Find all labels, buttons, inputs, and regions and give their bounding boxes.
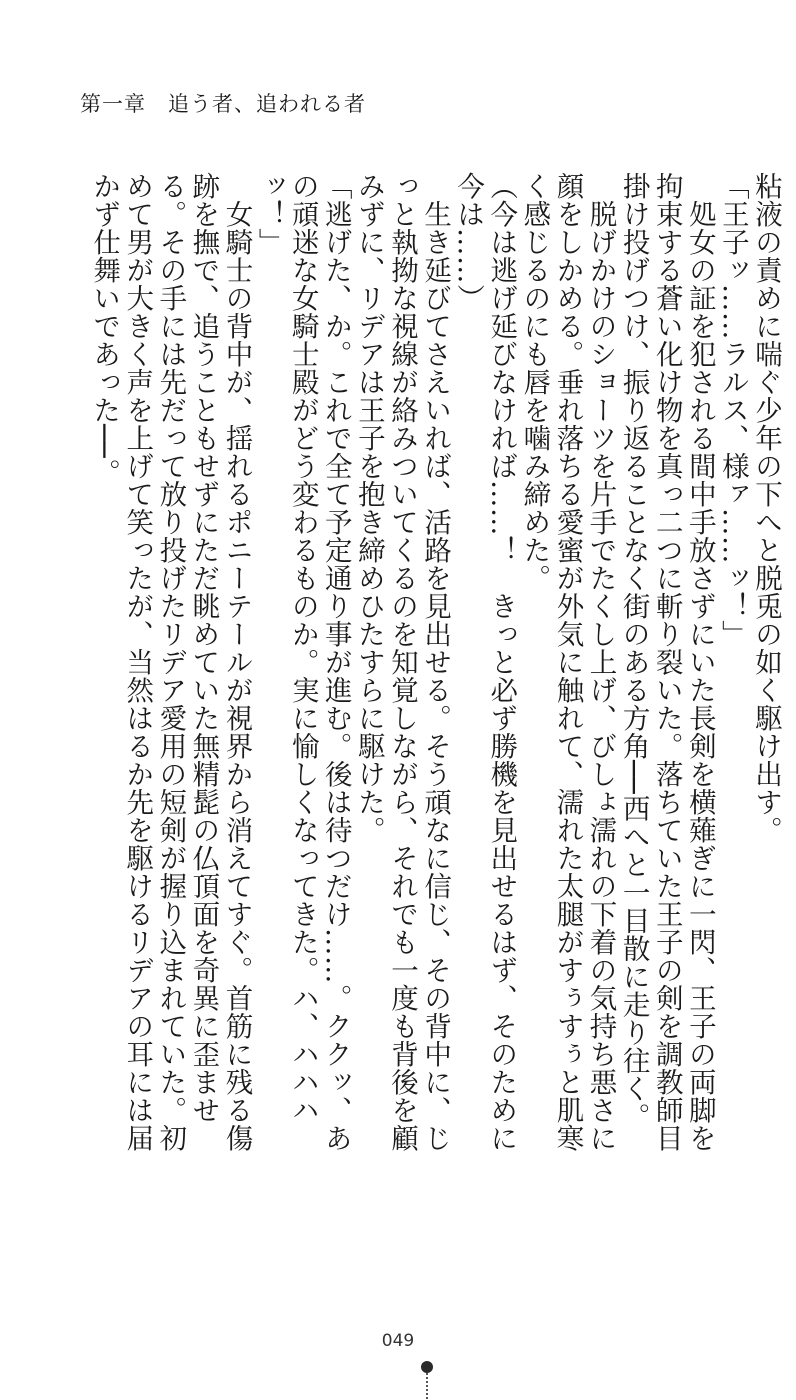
chapter-header: 第一章 追う者、追われる者 — [80, 92, 366, 116]
paragraph-8: 女騎士の背中が、揺れるポニーテールが視界から消えてすぐ。首筋に残る傷跡を撫で、追うこともせずにただ眺めていた無精髭の仏頂面を奇異に歪ませる。その手には先だって放り投げたリデア愛用の短剣が握り込まれていた。初めて男が大きく声を上げて笑ったが、当然はるか先を駆けるリデアの耳には届かず仕舞いであった──。 — [88, 172, 253, 1152]
paragraph-3: 処女の証を犯される間中手放さずにいた長剣を横薙ぎに一閃、王子の両脚を拘束する蒼い化け物を真っ二つに斬り裂いた。落ちていた王子の剣を調教師目掛け投げつけ、振り返ることなく街のある方角──西へと一目散に走り往く。 — [617, 172, 716, 1152]
paragraph-4: 脱げかけのショーツを片手でたくし上げ、びしょ濡れの下着の気持ち悪さに顔をしかめる。垂れ落ちる愛蜜が外気に触れて、濡れた太腿がすぅすぅと肌寒く感じるのにも唇を噛み締めた。 — [518, 172, 617, 1152]
novel-body-text — [42, 172, 782, 1172]
paragraph-5: （今は逃げ延びなければ……！ きっと必ず勝機を見出せるはず、そのために今は……） — [452, 172, 518, 1152]
page-marker-line — [426, 1373, 428, 1400]
paragraph-6: 生き延びてさえいれば、活路を見出せる。そう頑なに信じ、その背中に、じっと執拗な視線が絡みついてくるのを知覚しながら、それでも一度も背後を顧みずに、リデアは王子を抱き締めひたすらに駆けた。 — [352, 172, 452, 1152]
paragraph-1: 粘液の責めに喘ぐ少年の下へと脱兎の如く駆け出す。 — [750, 172, 782, 844]
page-number: 049 — [381, 1331, 415, 1351]
page-marker-dot — [421, 1361, 433, 1373]
paragraph-2: 「王子ッ……ラルス、様ァ……ッ！」 — [716, 172, 749, 648]
paragraph-7: 「逃げた、か。これで全て予定通り事が進む。後は待つだけ……。ククッ、あの頑迷な女騎士殿がどう変わるものか。実に愉しくなってきた。ハ、ハハハッ！」 — [253, 172, 352, 1152]
